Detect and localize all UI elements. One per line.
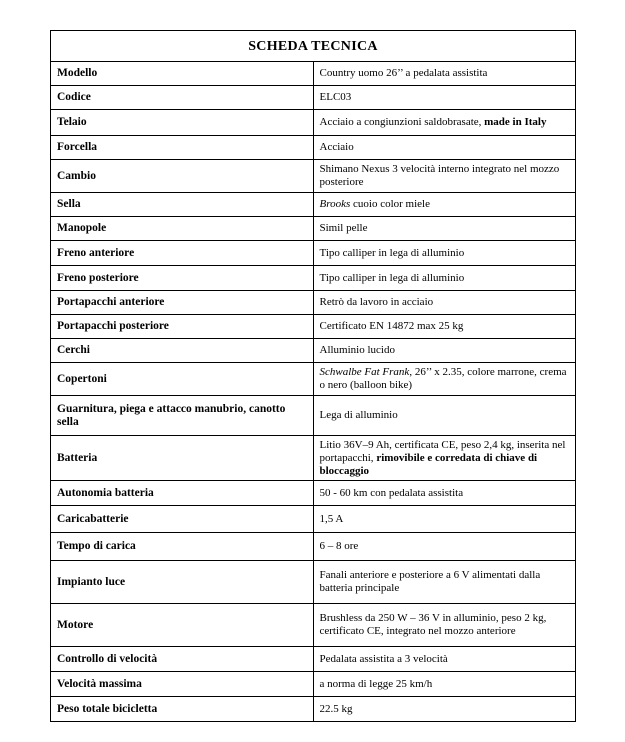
table-row [51,647,576,672]
row-label-autonomia-batteria: Autonomia batteria [51,481,314,506]
row-label-tempo-di-carica: Tempo di carica [51,533,314,561]
row-label-modello: Modello [51,62,314,86]
row-value-telaio [313,110,576,136]
row-value-sella [313,193,576,217]
table-row [51,363,576,396]
table-row [51,481,576,506]
table-row [51,62,576,86]
row-value-telaio-bold: made in Italy [484,116,547,128]
table-row [51,110,576,136]
table-row [51,436,576,481]
table-row [51,241,576,266]
row-label-impianto-luce: Impianto luce [51,561,314,604]
spec-sheet-table [50,30,576,722]
row-label-batteria: Batteria [51,436,314,481]
row-label-manopole: Manopole [51,217,314,241]
row-value-velocita-massima: a norma di legge 25 km/h [313,672,576,697]
row-value-portapacchi-anteriore: Retrò da lavoro in acciaio [313,291,576,315]
table-row [51,533,576,561]
row-value-freno-posteriore: Tipo calliper in lega di alluminio [313,266,576,291]
row-value-manopole: Simil pelle [313,217,576,241]
table-row [51,604,576,647]
table-row [51,672,576,697]
row-label-telaio: Telaio [51,110,314,136]
row-value-batteria-text: Litio 36V–9 Ah, certificata CE, peso 2,4 kg, inserita nel portapacchi, [319,438,566,464]
row-label-motore: Motore [51,604,314,647]
row-label-controllo-di-velocita: Controllo di velocità [51,647,314,672]
table-row [51,506,576,533]
row-value-batteria [313,436,576,481]
row-label-freno-posteriore: Freno posteriore [51,266,314,291]
row-value-tempo-di-carica: 6 – 8 ore [313,533,576,561]
row-label-freno-anteriore: Freno anteriore [51,241,314,266]
table-row [51,697,576,722]
row-label-peso-totale: Peso totale bicicletta [51,697,314,722]
row-value-batteria-bold: rimovibile e corredata di chiave di bloccaggio [319,451,538,477]
row-label-portapacchi-posteriore: Portapacchi posteriore [51,315,314,339]
row-value-copertoni [313,363,576,396]
row-value-motore: Brushless da 250 W – 36 V in alluminio, peso 2 kg, certificato CE, integrato nel mozzo anteriore [313,604,576,647]
row-label-cerchi: Cerchi [51,339,314,363]
table-row [51,396,576,436]
title-row [51,31,576,62]
row-value-copertoni-text: , 26’’ x 2.35, colore marrone, crema o nero (balloon bike) [319,366,567,391]
row-value-freno-anteriore: Tipo calliper in lega di alluminio [313,241,576,266]
row-value-autonomia-batteria: 50 - 60 km con pedalata assistita [313,481,576,506]
row-value-cerchi: Alluminio lucido [313,339,576,363]
table-title: SCHEDA TECNICA [51,31,576,62]
table-row [51,291,576,315]
row-value-portapacchi-posteriore: Certificato EN 14872 max 25 kg [313,315,576,339]
row-value-impianto-luce: Fanali anteriore e posteriore a 6 V alimentati dalla batteria principale [313,561,576,604]
row-value-controllo-di-velocita: Pedalata assistita a 3 velocità [313,647,576,672]
table-row [51,315,576,339]
row-label-guarnitura: Guarnitura, piega e attacco manubrio, canotto sella [51,396,314,436]
table-row [51,160,576,193]
table-row [51,86,576,110]
table-row [51,339,576,363]
row-value-modello: Country uomo 26’’ a pedalata assistita [313,62,576,86]
table-row [51,193,576,217]
row-value-caricabatterie: 1,5 A [313,506,576,533]
row-label-portapacchi-anteriore: Portapacchi anteriore [51,291,314,315]
table-row [51,217,576,241]
row-label-caricabatterie: Caricabatterie [51,506,314,533]
row-label-codice: Codice [51,86,314,110]
row-value-sella-text: cuoio color miele [350,198,430,210]
row-label-copertoni: Copertoni [51,363,314,396]
table-row [51,266,576,291]
table-row [51,136,576,160]
row-label-sella: Sella [51,193,314,217]
row-label-velocita-massima: Velocità massima [51,672,314,697]
row-value-copertoni-italic: Schwalbe Fat Frank [319,366,410,378]
row-label-cambio: Cambio [51,160,314,193]
row-value-codice: ELC03 [313,86,576,110]
row-value-forcella: Acciaio [313,136,576,160]
table-row [51,561,576,604]
row-value-telaio-text: Acciaio a congiunzioni saldobrasate, [319,116,485,128]
row-value-cambio: Shimano Nexus 3 velocità interno integrato nel mozzo posteriore [313,160,576,193]
row-value-peso-totale: 22.5 kg [313,697,576,722]
row-value-sella-italic: Brooks [319,198,351,210]
row-value-guarnitura: Lega di alluminio [313,396,576,436]
row-label-forcella: Forcella [51,136,314,160]
